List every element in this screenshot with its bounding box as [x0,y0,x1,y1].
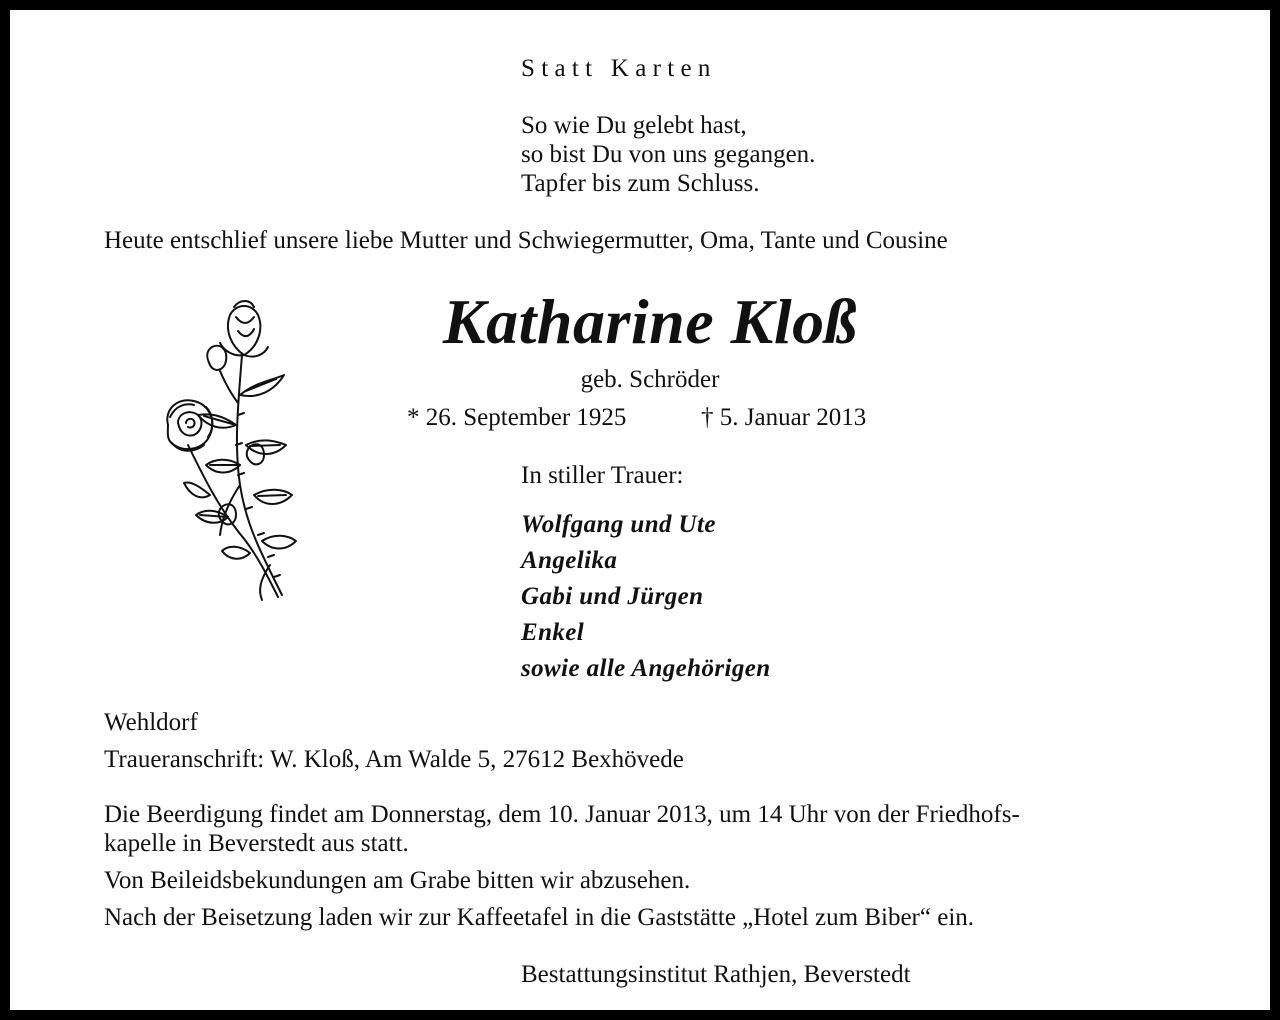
burial-line: Die Beerdigung findet am Donnerstag, dem 10. Januar 2013, um 14 Uhr von der Friedhofs- [104,801,1020,828]
place-name: Wehldorf [104,709,198,736]
birth-date: * 26. September 1925 [407,404,627,431]
burial-line: kapelle in Beverstedt aus statt. [104,830,409,857]
burial-info [104,800,1020,858]
undertaker-name: Bestattungsinstitut Rathjen, Beverstedt [521,961,911,988]
deceased-name: Katharine Kloß [442,286,858,357]
poem-line: So wie Du gelebt hast, [521,112,747,139]
mourner: Angelika [521,547,618,574]
mourning-label: In stiller Trauer: [521,462,684,489]
poem-line: so bist Du von uns gegangen. [521,141,816,168]
death-date: † 5. Januar 2013 [701,404,867,431]
mourner: sowie alle Angehörigen [521,655,771,682]
mourner: Gabi und Jürgen [521,583,704,610]
rose-icon [150,295,310,605]
intro-text: Heute entschlief unsere liebe Mutter und Schwiegermutter, Oma, Tante und Cousine [104,227,948,254]
poem-line: Tapfer bis zum Schluss. [521,170,760,197]
maiden-name: geb. Schröder [580,366,720,393]
mourners-list [521,507,771,687]
mourner: Wolfgang und Ute [521,511,716,538]
poem [521,111,815,198]
coffee-invitation: Nach der Beisetzung laden wir zur Kaffeetafel in die Gaststätte „Hotel zum Biber“ ein. [104,904,975,931]
mourning-address: Traueranschrift: W. Kloß, Am Walde 5, 27612 Bexhövede [104,746,684,773]
condolence-note: Von Beileidsbekundungen am Grabe bitten wir abzusehen. [104,867,691,894]
mourner: Enkel [521,619,585,646]
notice-header: Statt Karten [521,55,717,82]
